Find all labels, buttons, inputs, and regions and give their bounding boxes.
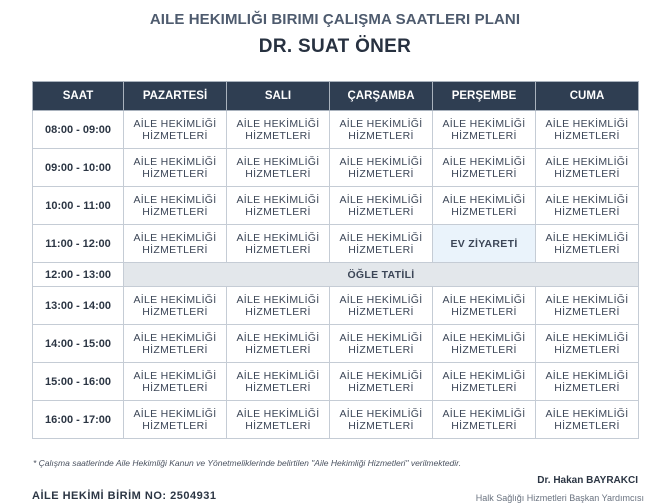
schedule-cell: AİLE HEKİMLİĞİ HİZMETLERİ [124,225,227,263]
schedule-cell: AİLE HEKİMLİĞİ HİZMETLERİ [227,401,330,439]
schedule-cell: AİLE HEKİMLİĞİ HİZMETLERİ [124,149,227,187]
table-row [33,149,639,187]
column-header-time: SAAT [33,82,124,111]
plan-title: AILE HEKIMLIĞI BIRIMI ÇALIŞMA SAATLERI PLANI [149,11,521,28]
schedule-cell: AİLE HEKİMLİĞİ HİZMETLERİ [433,325,536,363]
schedule-cell: AİLE HEKİMLİĞİ HİZMETLERİ [433,149,536,187]
table-row [33,287,639,325]
signature-title: Halk Sağlığı Hizmetleri Başkan Yardımcısı [475,493,644,503]
schedule-cell: AİLE HEKİMLİĞİ HİZMETLERİ [124,187,227,225]
footnote: * Çalışma saatlerinde Aile Hekimliği Kanun ve Yönetmeliklerinde belirtilen "Aile Hekimliği Hizmetleri" verilmektedir. [33,458,462,468]
time-slot: 16:00 - 17:00 [33,401,124,439]
schedule-cell: AİLE HEKİMLİĞİ HİZMETLERİ [227,111,330,149]
schedule-cell: AİLE HEKİMLİĞİ HİZMETLERİ [227,363,330,401]
table-row [33,225,639,263]
schedule-cell: AİLE HEKİMLİĞİ HİZMETLERİ [536,111,639,149]
lunch-break-cell: ÖĞLE TATİLİ [124,263,639,287]
column-header-friday: CUMA [536,82,639,111]
schedule-cell: AİLE HEKİMLİĞİ HİZMETLERİ [227,187,330,225]
schedule-cell: AİLE HEKİMLİĞİ HİZMETLERİ [536,149,639,187]
schedule-cell: AİLE HEKİMLİĞİ HİZMETLERİ [124,325,227,363]
schedule-cell: AİLE HEKİMLİĞİ HİZMETLERİ [330,187,433,225]
time-slot: 11:00 - 12:00 [33,225,124,263]
schedule-cell: AİLE HEKİMLİĞİ HİZMETLERİ [227,287,330,325]
schedule-cell: AİLE HEKİMLİĞİ HİZMETLERİ [536,225,639,263]
table-header-row [33,82,639,111]
schedule-cell: AİLE HEKİMLİĞİ HİZMETLERİ [124,111,227,149]
schedule-cell: AİLE HEKİMLİĞİ HİZMETLERİ [330,111,433,149]
column-header-wednesday: ÇARŞAMBA [330,82,433,111]
table-row [33,325,639,363]
schedule-cell: AİLE HEKİMLİĞİ HİZMETLERİ [536,187,639,225]
schedule-cell: AİLE HEKİMLİĞİ HİZMETLERİ [124,287,227,325]
table-row [33,363,639,401]
time-slot: 08:00 - 09:00 [33,111,124,149]
schedule-cell: AİLE HEKİMLİĞİ HİZMETLERİ [330,287,433,325]
table-row [33,263,639,287]
schedule-cell: AİLE HEKİMLİĞİ HİZMETLERİ [536,325,639,363]
schedule-cell: AİLE HEKİMLİĞİ HİZMETLERİ [227,225,330,263]
time-slot: 14:00 - 15:00 [33,325,124,363]
schedule-cell: AİLE HEKİMLİĞİ HİZMETLERİ [330,149,433,187]
schedule-cell: AİLE HEKİMLİĞİ HİZMETLERİ [124,401,227,439]
unit-number: AİLE HEKİMİ BİRİM NO: 2504931 [32,490,217,502]
time-slot: 09:00 - 10:00 [33,149,124,187]
doctor-name: DR. SUAT ÖNER [258,36,412,57]
schedule-cell: AİLE HEKİMLİĞİ HİZMETLERİ [330,325,433,363]
schedule-cell: AİLE HEKİMLİĞİ HİZMETLERİ [433,363,536,401]
home-visit-cell: EV ZİYARETİ [433,225,536,263]
schedule-cell: AİLE HEKİMLİĞİ HİZMETLERİ [330,225,433,263]
table-row [33,401,639,439]
column-header-monday: PAZARTESİ [124,82,227,111]
time-slot: 10:00 - 11:00 [33,187,124,225]
schedule-cell: AİLE HEKİMLİĞİ HİZMETLERİ [330,401,433,439]
schedule-cell: AİLE HEKİMLİĞİ HİZMETLERİ [124,363,227,401]
signature-name: Dr. Hakan BAYRAKCI [537,475,638,486]
time-slot: 15:00 - 16:00 [33,363,124,401]
schedule-body [33,111,639,439]
schedule-cell: AİLE HEKİMLİĞİ HİZMETLERİ [536,401,639,439]
schedule-cell: AİLE HEKİMLİĞİ HİZMETLERİ [433,401,536,439]
table-row [33,111,639,149]
schedule-cell: AİLE HEKİMLİĞİ HİZMETLERİ [433,187,536,225]
column-header-tuesday: SALI [227,82,330,111]
schedule-cell: AİLE HEKİMLİĞİ HİZMETLERİ [227,325,330,363]
time-slot: 12:00 - 13:00 [33,263,124,287]
schedule-cell: AİLE HEKİMLİĞİ HİZMETLERİ [330,363,433,401]
table-row [33,187,639,225]
schedule-table [32,81,639,439]
column-header-thursday: PERŞEMBE [433,82,536,111]
schedule-cell: AİLE HEKİMLİĞİ HİZMETLERİ [227,149,330,187]
schedule-cell: AİLE HEKİMLİĞİ HİZMETLERİ [433,287,536,325]
time-slot: 13:00 - 14:00 [33,287,124,325]
schedule-cell: AİLE HEKİMLİĞİ HİZMETLERİ [536,363,639,401]
schedule-cell: AİLE HEKİMLİĞİ HİZMETLERİ [433,111,536,149]
schedule-cell: AİLE HEKİMLİĞİ HİZMETLERİ [536,287,639,325]
